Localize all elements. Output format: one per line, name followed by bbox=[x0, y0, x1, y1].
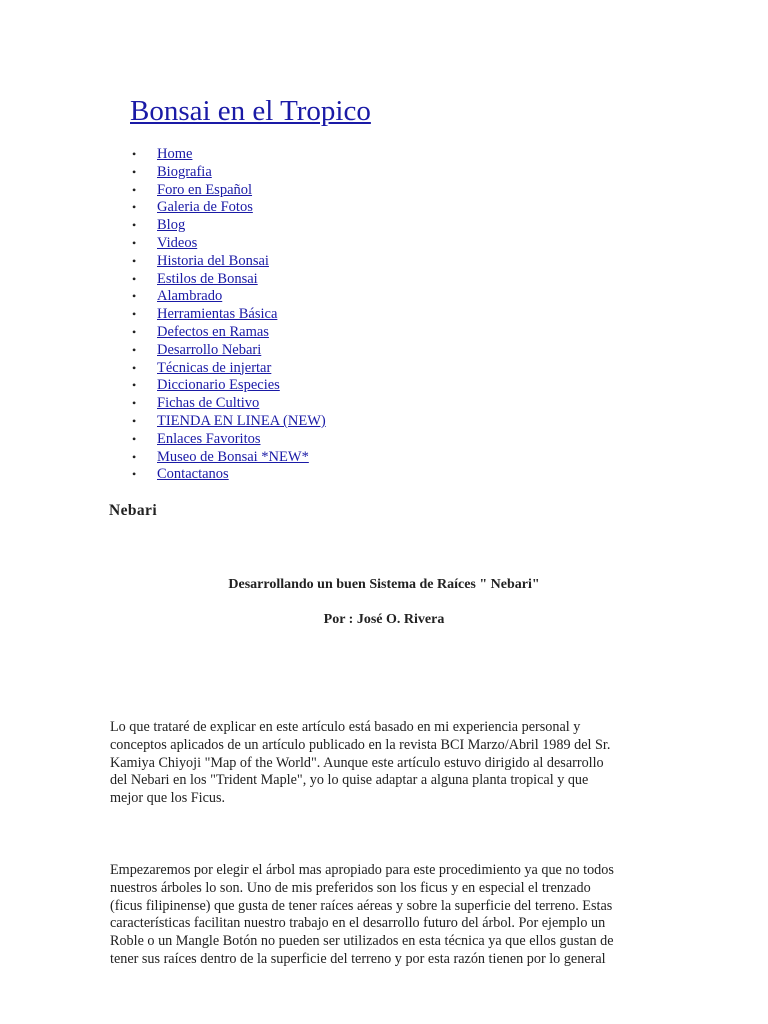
paragraph-line: mejor que los Ficus. bbox=[110, 790, 226, 807]
nav-item-tecnicas bbox=[130, 360, 326, 378]
article-author: Por : José O. Rivera bbox=[323, 612, 445, 627]
site-title-link[interactable]: Bonsai en el Tropico bbox=[130, 95, 371, 127]
nav-item-diccionario bbox=[130, 377, 326, 395]
paragraph-line: Roble o un Mangle Botón no pueden ser utilizados en esta técnica ya que ellos gustan de bbox=[110, 933, 614, 950]
bullet-icon: • bbox=[132, 324, 137, 339]
nav-link-defectos[interactable]: Defectos en Ramas bbox=[157, 323, 269, 340]
bullet-icon: • bbox=[132, 182, 137, 197]
article-title: Desarrollando un buen Sistema de Raíces " Nebari" bbox=[228, 577, 540, 592]
nav-item-fichas bbox=[130, 395, 326, 413]
nav-link-foro[interactable]: Foro en Español bbox=[157, 181, 253, 198]
nav-link-enlaces[interactable]: Enlaces Favoritos bbox=[157, 430, 261, 447]
nav-link-herramientas[interactable]: Herramientas Básica bbox=[157, 306, 278, 323]
paragraph-line: características facilitan nuestro trabajo en el desarrollo futuro del árbol. Por ejemplo un bbox=[110, 915, 606, 932]
bullet-icon: • bbox=[132, 431, 137, 446]
nav-link-videos[interactable]: Videos bbox=[157, 234, 198, 251]
nav-item-defectos bbox=[130, 324, 326, 342]
paragraph-line: nuestros árboles lo son. Uno de mis preferidos son los ficus y en especial el trenzado bbox=[110, 879, 591, 896]
bullet-icon: • bbox=[132, 289, 137, 304]
nav-item-desarrollo bbox=[130, 342, 326, 360]
bullet-icon: • bbox=[132, 342, 137, 357]
nav-item-herramientas bbox=[130, 306, 326, 324]
nav-item-museo bbox=[130, 449, 326, 467]
bullet-icon: • bbox=[132, 200, 137, 215]
bullet-icon: • bbox=[132, 235, 137, 250]
nav-link-tecnicas[interactable]: Técnicas de injertar bbox=[157, 359, 272, 376]
nav-link-galeria[interactable]: Galeria de Fotos bbox=[157, 199, 253, 216]
nav-item-tienda bbox=[130, 413, 326, 431]
bullet-icon: • bbox=[132, 467, 137, 482]
bullet-icon: • bbox=[132, 360, 137, 375]
bullet-icon: • bbox=[132, 396, 137, 411]
paragraph-line: conceptos aplicados de un artículo publicado en la revista BCI Marzo/Abril 1989 del Sr. bbox=[110, 736, 611, 753]
paragraph-intro bbox=[110, 719, 655, 808]
nav-item-historia bbox=[130, 253, 326, 271]
nav-link-museo[interactable]: Museo de Bonsai *NEW* bbox=[157, 448, 309, 465]
paragraph-line: (ficus filipinense) que gusta de tener raíces aéreas y sobre la superficie del terreno. Estas bbox=[110, 897, 613, 914]
bullet-icon: • bbox=[132, 378, 137, 393]
nav-link-diccionario[interactable]: Diccionario Especies bbox=[157, 377, 280, 394]
bullet-icon: • bbox=[132, 253, 137, 268]
nav-item-galeria bbox=[130, 199, 326, 217]
bullet-icon: • bbox=[132, 164, 137, 179]
nav-item-videos bbox=[130, 235, 326, 253]
nav-item-contactanos bbox=[130, 466, 326, 484]
site-title bbox=[130, 93, 371, 129]
bullet-icon: • bbox=[132, 413, 137, 428]
nav-item-alambrado bbox=[130, 288, 326, 306]
paragraph-line: Lo que trataré de explicar en este artículo está basado en mi experiencia personal y bbox=[110, 719, 581, 735]
section-heading: Nebari bbox=[109, 502, 158, 519]
nav-item-foro bbox=[130, 182, 326, 200]
bullet-icon: • bbox=[132, 218, 137, 233]
nav-link-tienda[interactable]: TIENDA EN LINEA (NEW) bbox=[157, 412, 326, 429]
nav-item-estilos bbox=[130, 271, 326, 289]
nav-link-estilos[interactable]: Estilos de Bonsai bbox=[157, 270, 258, 287]
nav-link-blog[interactable]: Blog bbox=[157, 217, 186, 234]
nav-item-blog bbox=[130, 217, 326, 235]
paragraph-line: tener sus raíces dentro de la superficie del terreno y por esta razón tienen por lo general bbox=[110, 950, 606, 967]
bullet-icon: • bbox=[132, 147, 137, 161]
nav-link-home[interactable]: Home bbox=[157, 146, 193, 162]
nav-link-desarrollo[interactable]: Desarrollo Nebari bbox=[157, 341, 262, 358]
nav-link-alambrado[interactable]: Alambrado bbox=[157, 288, 223, 305]
paragraph-line: del Nebari en los "Trident Maple", yo lo quise adaptar a alguna planta tropical y que bbox=[110, 772, 589, 789]
nav-item-enlaces bbox=[130, 431, 326, 449]
nav-item-home bbox=[130, 146, 326, 164]
bullet-icon: • bbox=[132, 449, 137, 464]
nav-link-biografia[interactable]: Biografia bbox=[157, 163, 212, 180]
bullet-icon: • bbox=[132, 271, 137, 286]
main-navigation bbox=[130, 146, 326, 484]
paragraph-body bbox=[110, 862, 655, 969]
nav-item-biografia bbox=[130, 164, 326, 182]
paragraph-line: Kamiya Chiyoji "Map of the World". Aunque este artículo estuvo dirigido al desarrollo bbox=[110, 754, 604, 771]
nav-link-contactanos[interactable]: Contactanos bbox=[157, 466, 229, 483]
bullet-icon: • bbox=[132, 307, 137, 322]
paragraph-line: Empezaremos por elegir el árbol mas apropiado para este procedimiento ya que no todos bbox=[110, 862, 614, 878]
nav-link-fichas[interactable]: Fichas de Cultivo bbox=[157, 395, 260, 412]
nav-link-historia[interactable]: Historia del Bonsai bbox=[157, 252, 269, 269]
